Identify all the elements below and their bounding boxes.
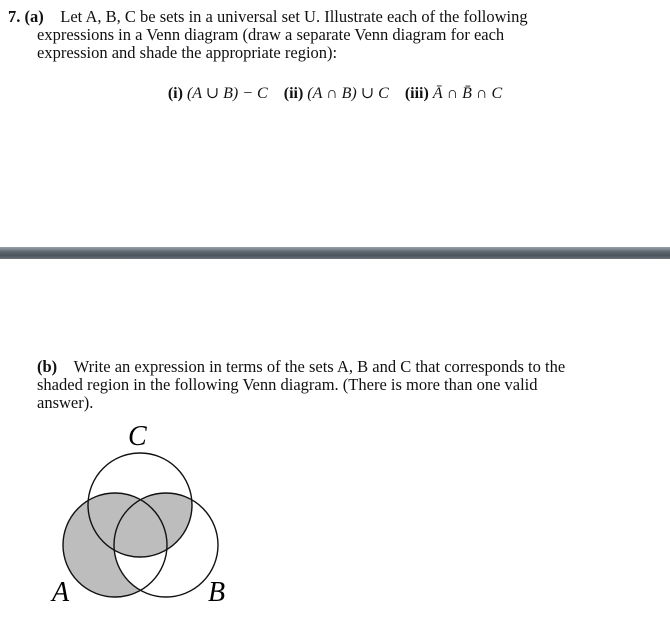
part-a-line-1 — [8, 8, 658, 26]
expr-i: (A ∪ B) − C — [186, 85, 268, 102]
expr-i-label: (i) — [167, 85, 183, 102]
venn-shaded-regions — [63, 453, 218, 597]
part-a-text-3: expression and shade the appropriate region): — [37, 43, 338, 62]
part-b-line-1 — [37, 358, 657, 376]
expr-iii: Ā ∩ B̄ ∩ C — [432, 85, 503, 102]
label-c: C — [128, 421, 147, 452]
part-b-label: (b) — [37, 357, 58, 376]
label-b: B — [208, 577, 226, 608]
question-7-part-b — [37, 358, 657, 412]
part-b-text-1: Write an expression in terms of the sets A, B and C that corresponds to the — [73, 357, 566, 376]
question-7-part-a — [8, 8, 658, 62]
expr-ii: (A ∩ B) ∪ C — [307, 85, 389, 102]
expr-iii-label: (iii) — [404, 85, 429, 102]
part-b-text-3: answer). — [37, 393, 94, 412]
page-divider — [0, 247, 670, 259]
venn-diagram — [40, 415, 240, 615]
part-a-text-2: expressions in a Venn diagram (draw a separate Venn diagram for each — [37, 25, 505, 44]
label-a: A — [52, 577, 70, 608]
part-a-text-1: Let A, B, C be sets in a universal set U. Illustrate each of the following — [60, 7, 528, 26]
expr-ii-label: (ii) — [283, 85, 304, 102]
expression-list — [0, 83, 670, 103]
part-a-label: (a) — [24, 7, 44, 26]
question-number: 7. — [8, 7, 21, 26]
part-b-text-2: shaded region in the following Venn diagram. (There is more than one valid — [37, 375, 538, 394]
